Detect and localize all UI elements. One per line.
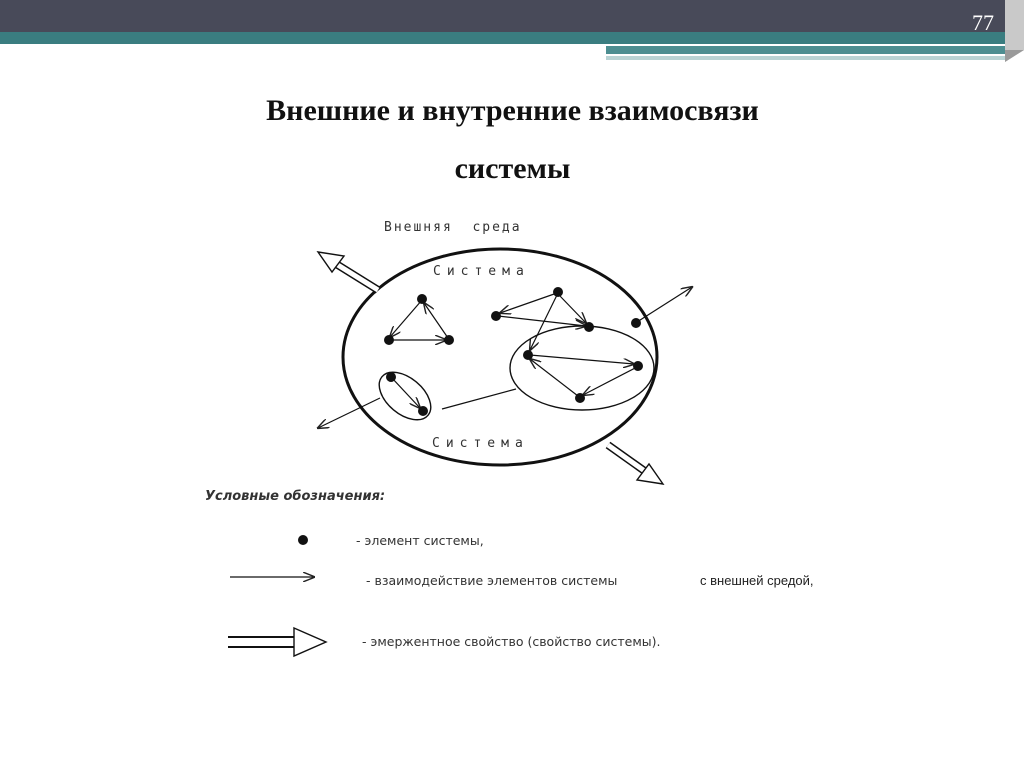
slide-number: 77 (972, 10, 994, 35)
subsystem-link (442, 389, 516, 409)
legend-heading: Условные обозначения: (205, 489, 386, 504)
emergent-arrow-downright (608, 445, 663, 484)
system-label-bottom: Система (432, 436, 529, 451)
system-label-top: Система (433, 264, 530, 279)
legend-emergent-text: - эмержентное свойство (свойство системы). (362, 634, 661, 649)
subsystem-ellipse-right (510, 326, 654, 410)
legend-interaction-extra: с внешней средой, (700, 573, 814, 588)
subsystem-triangle-left (384, 294, 454, 345)
legend-element-text: - элемент системы, (356, 533, 484, 548)
subsystem-ellipse-left (370, 363, 439, 429)
external-environment-label: Внешняя среда (384, 220, 522, 235)
external-arrow-left (318, 398, 380, 428)
legend-element-dot (298, 535, 308, 545)
system-boundary (343, 249, 657, 465)
legend-interaction-text: - взаимодействие элементов системы (366, 573, 618, 588)
emergent-arrow-upleft (318, 252, 378, 290)
subsystem-triangle-right (491, 287, 594, 350)
legend-emergent-arrow (228, 628, 326, 656)
title-line-2: системы (454, 152, 571, 185)
title-line-1: Внешние и внутренние взаимосвязи (266, 94, 759, 127)
